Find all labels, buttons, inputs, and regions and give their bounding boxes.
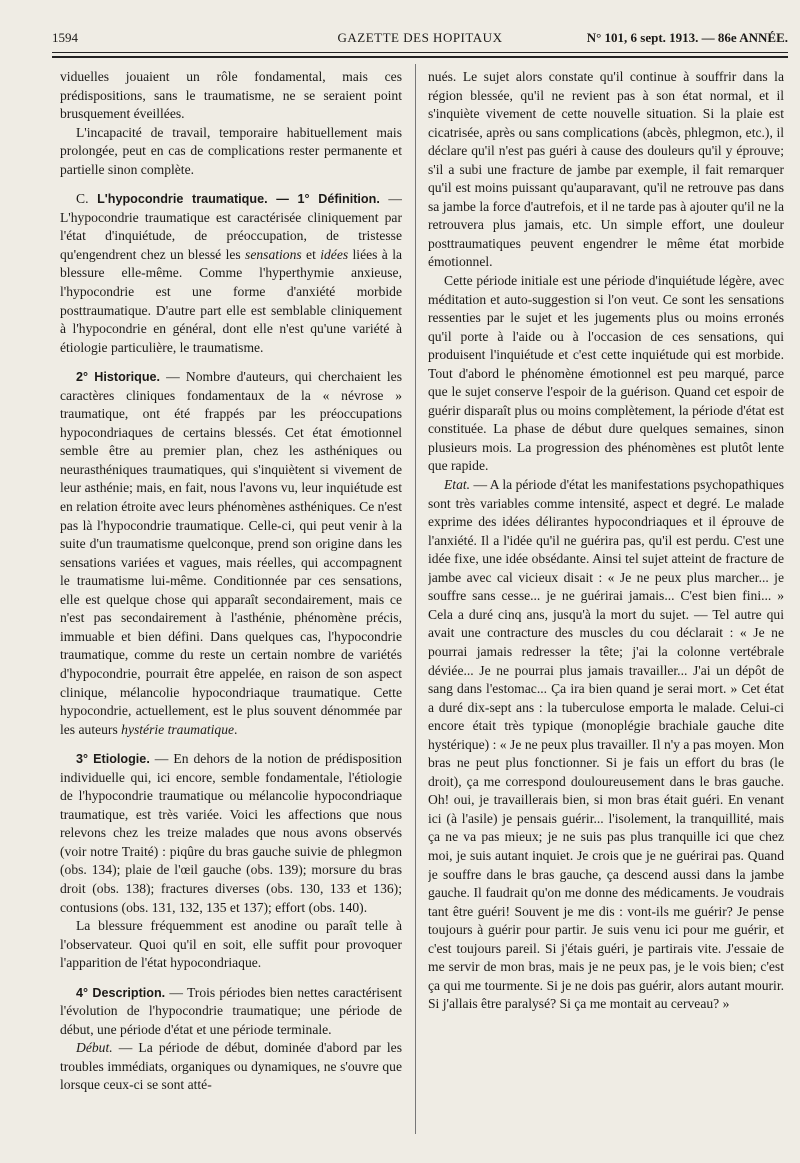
section-description bbox=[60, 984, 402, 1040]
paragraph: Cette période initiale est une période d'inquiétude légère, avec méditation et auto-suggestion si l'on veut. Ce sont les sensations ressenties par le sujet et les jugements plus ou moins erronés qu'il porte à l'aide ou à l'occasion de ces sensations, qui produisent l'inquiétude et c'est cette inquiétude qui est morbide. Tout d'abord le phénomène émotionnel est peu marqué, parce que le sujet conserve l'espoir de la guérison. Quand cet espoir de guérir disparaît plus ou moins complètement, la période d'état est constituée. La phase de début dure quelques semaines, sinon plusieurs mois. La progression des phénomènes est plutôt lente que rapide. bbox=[428, 273, 784, 474]
section-text: — La période de début, dominée d'abord par les troubles immédiats, organiques ou dynamiques, ne s'ouvre que lorsque ceux-ci se sont atté- bbox=[60, 1040, 402, 1093]
header-rule-thin bbox=[52, 52, 788, 53]
running-header bbox=[52, 30, 788, 50]
section-text: . bbox=[234, 721, 238, 737]
section-etiologie bbox=[60, 750, 402, 917]
section-historique bbox=[60, 368, 402, 739]
italic-term: idées bbox=[320, 246, 349, 262]
italic-term: sensations bbox=[245, 246, 302, 262]
subsection-label: Etat. bbox=[444, 477, 471, 493]
paragraph: viduelles jouaient un rôle fondamental, mais ces prédispositions, sans le traumatisme, ne se seraient point brusquement éveillées. bbox=[60, 69, 402, 122]
paragraph-debut bbox=[60, 1039, 402, 1095]
section-text: — A la période d'état les manifestations psychopathiques sont très variables comme intensité, aspect et degré. Le malade exprime des idées délirantes hypocondriaques et il éprouve de l'anxiété. Il a l'idée qu'il ne guérira pas, qu'il est perdu. C'est une idée fixe, une idée obsédante. Ainsi tel sujet atteint de fracture de jambe avec cal vicieux disait : « Je ne peux plus marcher... je souffre sans cesse... je ne guérirai jamais... C'est bien fini... » Cela a duré cinq ans, jusqu'à la mort du sujet. — Tel autre qui avait une contracture des muscles du cou déclarait : « Je ne pourrai jamais redresser la tête; j'ai la colonne vertébrale déviée... Je ne pourrai plus jamais travailler... J'ai un dépôt de sang dans l'estomac... Ça ira bien quand je serai mort. » Cet état a duré dix-sept ans : la tuberculose emporta le malade. Celui-ci encore était très typique (monoplégie brachiale gauche dite hystérique) : « Je ne peux plus travailler. Il n'y a pas moyen. Mon bras ne peut plus fonctionner. Si je fais un effort du bras (le droit), ça me correspond douloureusement dans le bras gauche. Oh! oui, je travaillerais bien, si mon bras était guéri. En venant ici (à l'asile) je pensais guérir... l'isolement, la tranquillité, mais ça ne va pas mieux; je ne suis pas plus tranquille ici que chez moi, je suis autant inquiet. Je crois que je ne guérirai pas. Quand je souffre dans le bras gauche, ça descend aussi dans la jambe gauche. Il faudrait qu'on me donne des médicaments. Je voudrais tant être guéri! Souvent je me dis : vont-ils me guérir? Je pense toujours à guérir pour partir. Je suis venu ici pour me guérir, et c'est toujours pareil. Si j'étais guéri, je partirais vite. J'essaie de me servir de mon bras, mais je ne peux pas, je le vois bien; c'est ça qui me tourmente. Si je ne dois pas guérir, alors autant mourir. Si j'allais être paralysé? Si ça me montait au cerveau? » bbox=[428, 477, 784, 1012]
page-number: 1594 bbox=[52, 30, 78, 45]
section-text: — L'hypocondrie traumatique est caractérisée cliniquement par l'état d'inquiétude, de préoccupation, de tristesse qu'engendrent chez un blessé les bbox=[60, 191, 402, 262]
section-definition bbox=[60, 190, 402, 357]
section-text: liées à la blessure elle-même. Comme l'hyperthymie anxieuse, l'hypocondrie est une forme d'anxiété morbide posttraumatique. D'autre part elle est semblable cliniquement à l'hypocondrie en général, dont elle n'est qu'une variété à étiologie particulière, le traumatisme. bbox=[60, 246, 402, 355]
section-heading: 2° Historique. bbox=[76, 370, 161, 385]
section-text: — Nombre d'auteurs, qui cherchaient les caractères cliniques fondamentaux de la « névrose » traumatique, ont été frappés par les préoccupations hypocondriaques de certains blessés. Cet état émotionnel semble être au premier plan, chez les asthéniques ou neurasthéniques traumatiques, qui s'inquiètent si vivement de leur asthénie; mais, en fait, nous l'avons vu, leur inquiétude est en relation étroite avec leurs phénomènes asthéniques. Ce n'est pas là l'hypocondrie traumatique. Celle-ci, qui peut venir à la suite d'un traumatisme quelconque, prend son origine dans les sensations variées et vagues, mais réelles, qui accompagnent le traumatisme lui-même. Conditionnée par ces sensations, elle est quelque chose qui apparaît secondairement, mais ce n'est pas secondairement à l'asthénie, phénomène précis, immuable et bien défini. Dans quelques cas, l'hypocondrie traumatique, comme du reste un certain nombre de variétés d'hypocondrie, pourrait être appelée, en raison de son aspect clinique, mélancolie hypocondriaque traumatique. Cette hypocondrie, actuellement, est le plus souvent dénommée par les auteurs bbox=[60, 369, 402, 737]
section-heading: 4° Description. bbox=[76, 985, 166, 1000]
right-column bbox=[428, 68, 784, 1133]
paragraph: nués. Le sujet alors constate qu'il continue à souffrir dans la région blessée, qu'il ne revient pas à son état normal, et il s'inquiète vivement de cette nouvelle situation. Si la plaie est cicatrisée, après ou sans complications (abcès, phlegmon, etc.), il déclare qu'il n'est pas guéri à cause des douleurs qu'il y éprouve; s'il a subi une fracture de jambe par exemple, il fait remarquer qu'il est moins puissant qu'auparavant, qu'il ne retrouve pas dans sa jambe la force d'autrefois, et il ne tarde pas à ajouter qu'il ne la retrouvera plus jamais, etc. Un simple effort, une douleur posttraumatiques peuvent engendrer le même état morbide émotionnel. bbox=[428, 69, 784, 270]
left-column bbox=[60, 68, 402, 1133]
journal-title: GAZETTE DES HOPITAUX bbox=[337, 30, 503, 45]
section-text: — En dehors de la notion de prédisposition individuelle qui, ici encore, semble fondamentale, l'étiologie de l'hypocondrie traumatique ou mélancolie hypocondriaque traumatique, est très variée. Voici les affections que nous relevons chez les treize malades que nous avons observés (voir notre Traité) : piqûre du bras gauche suivie de phlegmon (obs. 134); plaie de l'œil gauche (obs. 139); morsure du bras droit (obs. 138); fractures diverses (obs. 130, 133 et 136); contusions (obs. 131, 132, 135 et 137); effort (obs. 140). bbox=[60, 751, 402, 915]
section-heading: L'hypocondrie traumatique. — 1° Définition. bbox=[97, 192, 380, 207]
subsection-label: Début. bbox=[76, 1040, 113, 1056]
section-text: — Trois périodes bien nettes caractérisent l'évolution de l'hypocondrie traumatique; une période de début, une période d'état et une période terminale. bbox=[60, 984, 402, 1037]
section-text: et bbox=[301, 246, 321, 262]
section-letter: C. bbox=[76, 191, 89, 207]
paragraph-etat bbox=[428, 476, 784, 1014]
issue-info: N° 101, 6 sept. 1913. — 86e ANNÉE. bbox=[586, 30, 788, 45]
section-heading: 3° Etiologie. bbox=[76, 752, 150, 767]
paragraph: La blessure fréquemment est anodine ou paraît telle à l'observateur. Quoi qu'il en soit, elle suffit pour provoquer l'apparition de l'état hypocondriaque. bbox=[60, 918, 402, 971]
italic-term: hystérie traumatique bbox=[121, 721, 235, 737]
column-divider bbox=[415, 64, 416, 1134]
header-rule-thick bbox=[52, 56, 788, 58]
paragraph: L'incapacité de travail, temporaire habituellement mais prolongée, peut en cas de complications rester permanente et partielle sinon complète. bbox=[60, 124, 402, 177]
